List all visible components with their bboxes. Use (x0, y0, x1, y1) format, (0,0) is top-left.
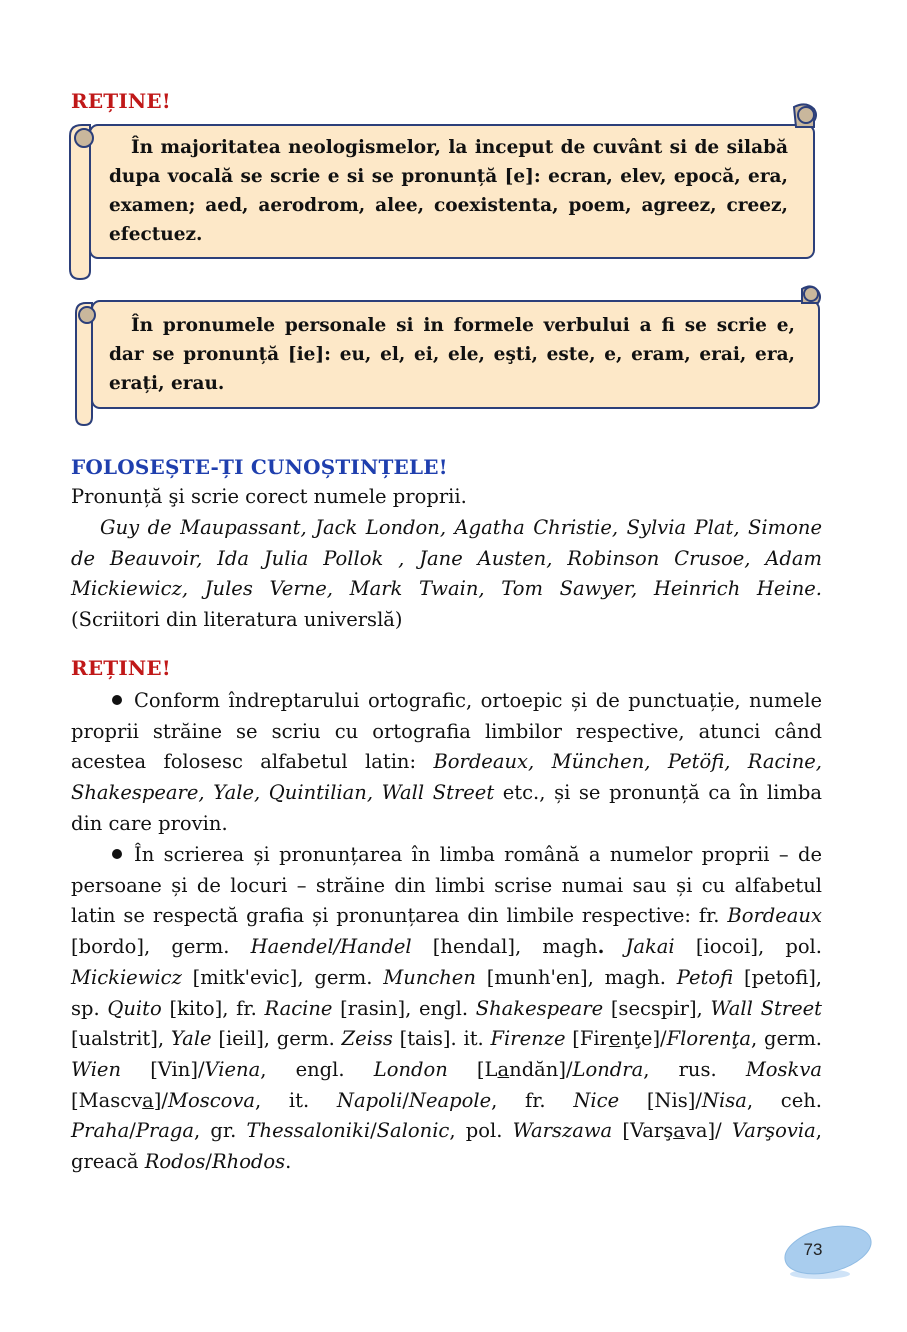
names-paragraph (71, 513, 822, 636)
instruction-text: Pronunță şi scrie corect numele proprii. (71, 485, 467, 508)
scroll-banner-2 (72, 283, 822, 427)
bullet-1 (112, 695, 122, 705)
rule-paragraph-1: Conform îndreptarului ortografic, ortoepic și de punctuație, numele proprii străine se scriu cu ortografia limbilor respective, atunci când acestea folosesc alfabetul latin: Bordeaux, München, Petöfi, Racine, Shakespeare, Yale, Quintilian, Wall Street etc., și se pronunță ca în limba din care provin. (71, 689, 822, 835)
page-number: 73 (803, 1240, 823, 1259)
names-list: Guy de Maupassant, Jack London, Agatha Christie, Sylvia Plat, Simone de Beauvoir, Ida Julia Pollok , Jane Austen, Robinson Crusoe, Adam Mickiewicz, Jules Verne, Mark Twain, Tom Sawyer, Heinrich Heine. (71, 516, 822, 601)
page-number-badge (780, 1222, 876, 1282)
names-note: (Scriitori din literatura universlă) (71, 608, 403, 632)
folosese-heading: FOLOSEȘTE-ȚI CUNOȘTINȚELE! (71, 455, 448, 479)
retine-heading-1: REȚINE! (71, 89, 171, 113)
bullet-2 (112, 849, 122, 859)
scroll-banner-1 (66, 101, 820, 283)
scroll-text-2: În pronumele personale si in formele verbului a fi se scrie e, dar se pronunță [ie]: eu, el, ei, ele, eşti, este, e, eram, erai, era, erați, erau. (109, 315, 795, 394)
rule-paragraph-2: În scrierea și pronunțarea în limba română a numelor proprii – de persoane și de locuri – străine din limbi scrise numai sau și cu alfabetul latin se respectă grafia și pronunțarea din limbile respective: fr. Bordeaux [bordo], germ. Haendel/Handel [hendal], magh. Jakai [iocoi], pol. Mickiewicz [mitk'evic], germ. Munchen [munh'en], magh. Petofi [petofi], sp. Quito [kito], fr. Racine [rasin], engl. Shakespeare [secspir], Wall Street [ualstrit], Yale [ieil], germ. Zeiss [tais]. it. Firenze [Firenţe]/Florenţa, germ. Wien [Vin]/Viena, engl. London [Landăn]/Londra, rus. Moskva [Mascva]/Moscova, it. Napoli/Neapole, fr. Nice [Nis]/Nisa, ceh. Praha/Praga, gr. Thessaloniki/Salonic, pol. Warszawa [Varşava]/ Varşovia, greacă Rodos/Rhodos. (71, 843, 823, 1174)
scroll-text-1: În majoritatea neologismelor, la inceput de cuvânt si de silabă dupa vocală se scrie e si se pronunță [e]: ecran, elev, epocă, era, examen; aed, aerodrom, alee, coexistenta, poem, agreez, creez, efectuez. (109, 137, 788, 245)
retine-heading-2: REȚINE! (71, 656, 171, 680)
